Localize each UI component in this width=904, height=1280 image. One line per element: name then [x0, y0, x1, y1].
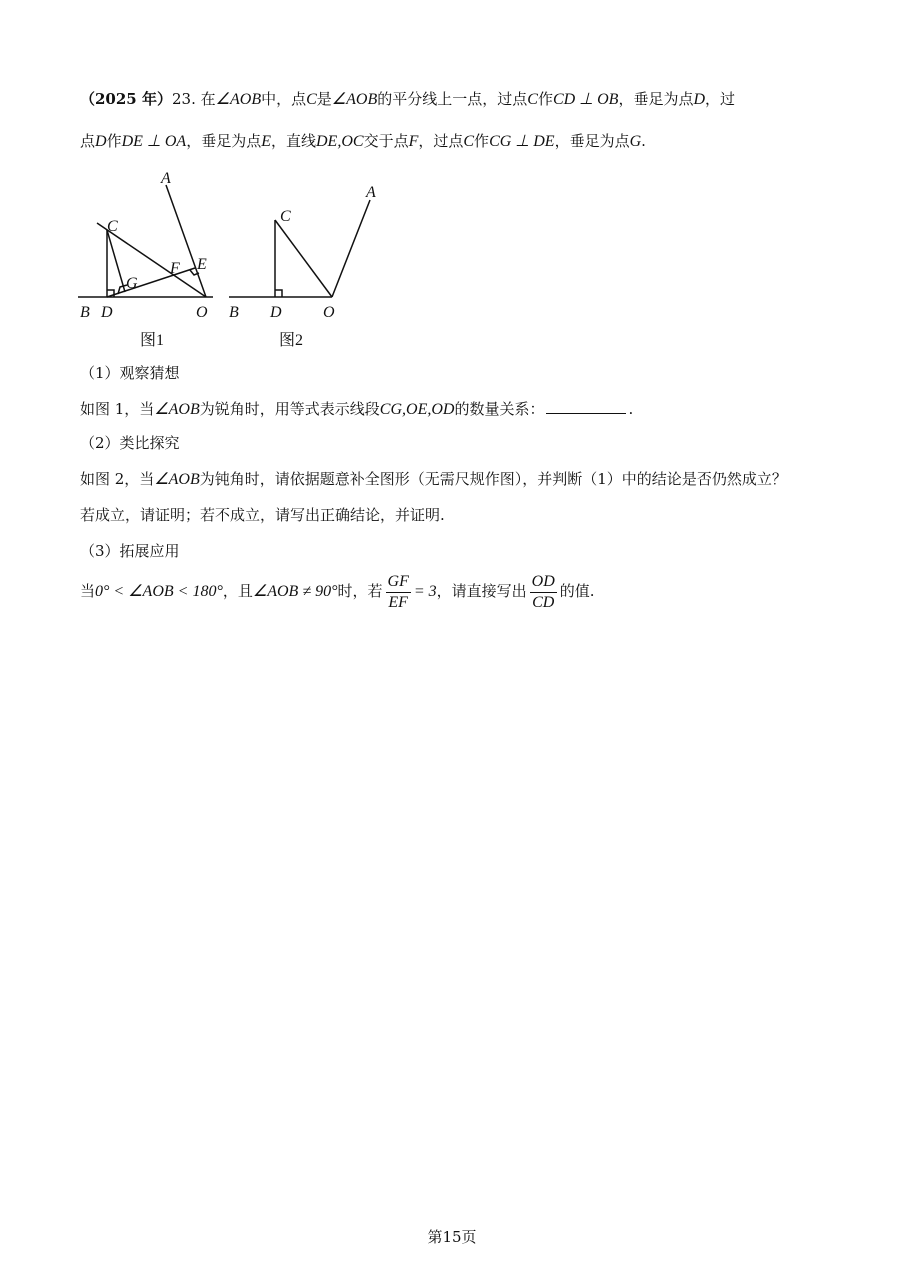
text: 如图 1，当 [80, 400, 155, 418]
text: 中，点 [261, 90, 307, 108]
fig1-label-b: B [80, 304, 90, 321]
fig1-label-a: A [161, 170, 171, 187]
math: G [629, 133, 642, 150]
text: 的平分线上一点，过点 [377, 90, 528, 108]
fig1-label-e: E [197, 256, 207, 273]
fig2-label-o: O [323, 304, 335, 321]
fig1-label-f: F [170, 260, 180, 277]
fig1-label-d: D [101, 304, 113, 321]
fig2-label-c: C [280, 208, 291, 225]
fig2-label-d: D [270, 304, 282, 321]
math: ∠AOB [154, 401, 200, 418]
text: ，垂足为点 [618, 90, 694, 108]
text: . [641, 132, 646, 150]
text: ，过点 [418, 132, 464, 150]
answer-blank[interactable] [546, 399, 626, 414]
text: 交于点 [363, 132, 409, 150]
text: 是 [316, 90, 332, 108]
text: 当 [80, 582, 96, 600]
fig2-line-co [275, 220, 332, 297]
year-tag: （2025 年） [80, 90, 172, 108]
math: C [527, 91, 538, 108]
fraction-od-cd [530, 572, 557, 613]
math: D [693, 91, 706, 108]
text: 点 [80, 132, 96, 150]
question-line-2 [80, 130, 646, 153]
fig1-line-oa [166, 185, 206, 297]
math: = 3 [413, 583, 437, 600]
math: C [306, 91, 317, 108]
math: E [261, 133, 271, 150]
math: DE ⊥ OA [121, 133, 187, 150]
text: 作 [106, 132, 122, 150]
part3-heading: （3）拓展应用 [80, 542, 180, 560]
text: ，请直接写出 [436, 582, 527, 600]
fig2-right-angle-d [275, 290, 282, 297]
fraction-denominator: CD [532, 593, 555, 611]
math: ∠AOB ≠ 90° [252, 583, 338, 600]
math: 0° < ∠AOB < 180° [95, 583, 223, 600]
fraction-gf-ef [386, 572, 411, 613]
math: CG,OE,OD [379, 401, 455, 418]
part2-line-2: 若成立，请证明；若不成立，请写出正确结论，并证明. [80, 506, 445, 524]
text: 时，若 [337, 582, 383, 600]
part1-text [80, 398, 633, 421]
text: 的值. [559, 582, 595, 600]
part2-line-1 [80, 468, 787, 491]
text: ，垂足为点 [186, 132, 262, 150]
fig1-line-de [107, 268, 195, 297]
math: ∠AOB [154, 471, 200, 488]
fig1-label-c: C [107, 218, 118, 235]
text: 为钝角时，请依据题意补全图形（无需尺规作图），并判断（1）中的结论是否仍然成立？ [199, 470, 787, 488]
text: . [628, 400, 634, 418]
math: C [463, 133, 475, 150]
fraction-denominator: EF [388, 593, 408, 611]
text: ，垂足为点 [554, 132, 630, 150]
text: 如图 2，当 [80, 470, 155, 488]
part2-heading: （2）类比探究 [80, 434, 180, 452]
text: 在 [200, 90, 216, 108]
text: 为锐角时，用等式表示线段 [199, 400, 380, 418]
math: ∠AOB [331, 91, 378, 108]
fraction-numerator: OD [530, 572, 557, 593]
fig2-label-b: B [229, 304, 239, 321]
question-number: 23. [171, 90, 196, 108]
fig1-label-g: G [126, 275, 138, 292]
math: F [408, 133, 419, 150]
math: D [95, 133, 107, 150]
fig1-caption: 图1 [140, 332, 165, 349]
text: 作 [474, 132, 490, 150]
fig2-label-a: A [366, 184, 376, 201]
fig1-label-o: O [196, 304, 208, 321]
math: CD ⊥ OB [552, 91, 619, 108]
fraction-numerator: GF [386, 572, 411, 593]
text: ，过 [705, 90, 736, 108]
page-number: 第15页 [427, 1228, 477, 1246]
geometry-figures [0, 165, 904, 365]
part1-heading: （1）观察猜想 [80, 364, 180, 382]
text: 作 [537, 90, 553, 108]
fig2-caption: 图2 [279, 332, 304, 349]
part3-text [80, 566, 595, 617]
text: ，直线 [270, 132, 316, 150]
question-line-1 [80, 88, 735, 111]
math: ∠AOB [215, 91, 262, 108]
fig2-line-oa [332, 200, 370, 297]
text: ，且 [222, 582, 253, 600]
math: CG ⊥ DE [489, 133, 555, 150]
math: DE,OC [316, 133, 364, 150]
text: 的数量关系： [454, 400, 545, 418]
